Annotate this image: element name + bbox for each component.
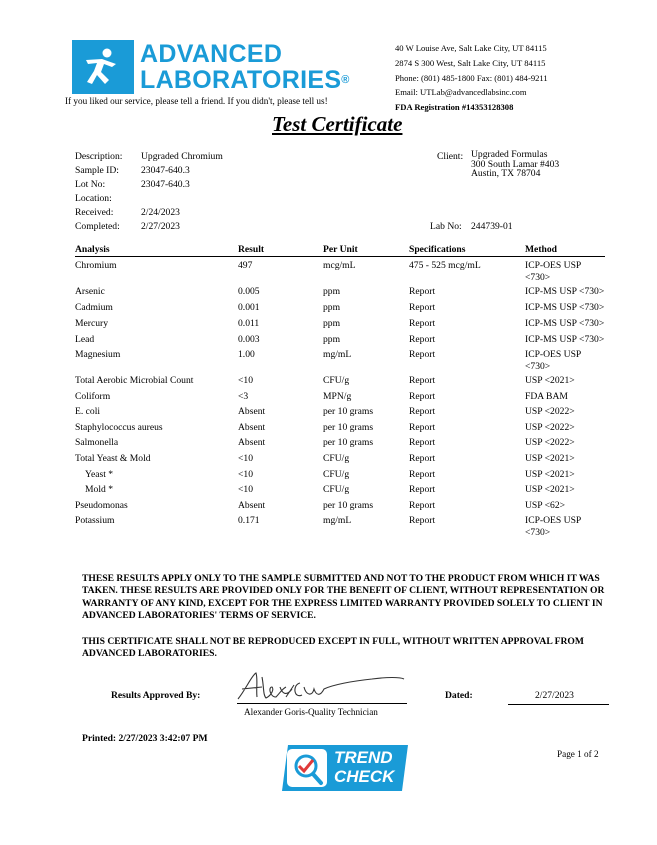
method-cell: USP <2022> <box>525 422 575 433</box>
analysis-cell: Coliform <box>75 391 111 402</box>
result-cell: Absent <box>238 422 266 433</box>
method-cell: USP <2021> <box>525 375 575 386</box>
unit-cell: per 10 grams <box>323 500 374 511</box>
address-line: 2874 S 300 West, Salt Lake City, UT 84115 <box>395 57 546 68</box>
client-address <box>471 150 559 179</box>
spec-cell: 475 - 525 mcg/mL <box>409 260 481 271</box>
completed-value: 2/27/2023 <box>141 221 180 232</box>
method-line-2: <730> <box>525 361 551 372</box>
printed-timestamp: Printed: 2/27/2023 3:42:07 PM <box>82 733 208 744</box>
logo-mark <box>72 40 134 94</box>
unit-cell: ppm <box>323 318 341 329</box>
spec-cell: Report <box>409 334 436 345</box>
result-cell: Absent <box>238 406 266 417</box>
method-cell: USP <2021> <box>525 484 575 495</box>
method-cell: FDA BAM <box>525 391 568 402</box>
unit-cell: mg/mL <box>323 515 352 526</box>
result-cell: <3 <box>238 391 249 402</box>
signature-image <box>232 667 412 705</box>
analysis-cell: Lead <box>75 334 95 345</box>
method-line-1: ICP-OES USP <box>525 349 582 360</box>
logo-line-2: LABORATORIES <box>140 66 342 94</box>
spec-cell: Report <box>409 500 436 511</box>
unit-cell: CFU/g <box>323 453 350 464</box>
spec-cell: Report <box>409 318 436 329</box>
col-header-spec: Specifications <box>409 244 466 255</box>
result-cell: 0.003 <box>238 334 260 345</box>
method-cell <box>525 515 620 539</box>
unit-cell: ppm <box>323 302 341 313</box>
approved-by-label: Results Approved By: <box>111 690 201 701</box>
analysis-cell: Mercury <box>75 318 109 329</box>
analysis-cell: Total Aerobic Microbial Count <box>75 375 194 386</box>
result-cell: 0.005 <box>238 286 260 297</box>
result-cell: 1.00 <box>238 349 255 360</box>
method-line-2: <730> <box>525 527 551 538</box>
lab-address <box>395 41 548 115</box>
spec-cell: Report <box>409 437 436 448</box>
spec-cell: Report <box>409 469 436 480</box>
spec-cell: Report <box>409 484 436 495</box>
spec-cell: Report <box>409 515 436 526</box>
runner-logo-icon <box>72 40 134 94</box>
method-line-1: ICP-OES USP <box>525 260 582 271</box>
header-rule <box>75 256 605 257</box>
spec-cell: Report <box>409 375 436 386</box>
result-cell: 0.171 <box>238 515 260 526</box>
method-cell <box>525 260 620 284</box>
signature-line <box>237 703 407 704</box>
signer-name: Alexander Goris-Quality Technician <box>244 707 378 717</box>
method-line-1: ICP-OES USP <box>525 515 582 526</box>
description-label: Description: <box>75 151 123 162</box>
method-cell: ICP-MS USP <730> <box>525 286 605 297</box>
method-cell: ICP-MS USP <730> <box>525 334 605 345</box>
result-cell: Absent <box>238 437 266 448</box>
email-line: Email: UTLab@advancedlabsinc.com <box>395 87 527 98</box>
spec-cell: Report <box>409 422 436 433</box>
col-header-analysis: Analysis <box>75 244 110 255</box>
completed-label: Completed: <box>75 221 120 232</box>
analysis-cell: Mold * <box>85 484 113 495</box>
lab-no-value: 244739-01 <box>471 221 513 232</box>
spec-cell: Report <box>409 406 436 417</box>
page-title: Test Certificate <box>272 112 403 136</box>
badge-line-1: TREND <box>334 748 393 767</box>
spec-cell: Report <box>409 453 436 464</box>
unit-cell: MPN/g <box>323 391 352 402</box>
col-header-unit: Per Unit <box>323 244 358 255</box>
analysis-cell: Staphylococcus aureus <box>75 422 163 433</box>
col-header-method: Method <box>525 244 557 255</box>
phone-line: Phone: (801) 485-1800 Fax: (801) 484-9211 <box>395 72 548 83</box>
dated-value: 2/27/2023 <box>535 690 574 701</box>
lot-value: 23047-640.3 <box>141 179 190 190</box>
col-header-result: Result <box>238 244 265 255</box>
spec-cell: Report <box>409 302 436 313</box>
result-cell: 497 <box>238 260 253 271</box>
spec-cell: Report <box>409 349 436 360</box>
page-number: Page 1 of 2 <box>557 749 599 759</box>
method-cell: USP <62> <box>525 500 566 511</box>
unit-cell: mcg/mL <box>323 260 356 271</box>
result-cell: <10 <box>238 375 254 386</box>
analysis-cell: Magnesium <box>75 349 121 360</box>
unit-cell: CFU/g <box>323 375 350 386</box>
disclaimer-results: THESE RESULTS APPLY ONLY TO THE SAMPLE SUBMITTED AND NOT TO THE PRODUCT FROM WHICH IT WAS TAKEN. THESE RESULTS ARE PROVIDED ONLY FOR THE BENEFIT OF CLIENT, WITHOUT REPRESENTATION OR WARRANTY OF ANY KIND, EXCEPT FOR THE EXPRESS LIMITED WARRANTY PROVIDED SOLELY TO CLIENT IN ADVANCED LABORATORIES' TERMS OF SERVICE. <box>82 573 605 622</box>
description-value: Upgraded Chromium <box>141 151 223 162</box>
badge-text <box>334 748 394 786</box>
unit-cell: per 10 grams <box>323 406 374 417</box>
badge-line-2: CHECK <box>334 767 395 786</box>
analysis-cell: E. coli <box>75 406 101 417</box>
result-cell: 0.011 <box>238 318 260 329</box>
unit-cell: mg/mL <box>323 349 352 360</box>
address-line: 40 W Louise Ave, Salt Lake City, UT 84115 <box>395 43 547 53</box>
method-cell <box>525 349 620 373</box>
result-cell: 0.001 <box>238 302 260 313</box>
unit-cell: ppm <box>323 286 341 297</box>
dated-label: Dated: <box>445 690 473 701</box>
tagline: If you liked our service, please tell a friend. If you didn't, please tell us! <box>65 96 328 106</box>
sample-info <box>0 150 657 240</box>
sample-id-label: Sample ID: <box>75 165 119 176</box>
result-cell: <10 <box>238 484 254 495</box>
location-label: Location: <box>75 193 112 204</box>
analysis-cell: Total Yeast & Mold <box>75 453 151 464</box>
unit-cell: per 10 grams <box>323 422 374 433</box>
method-line-2: <730> <box>525 272 551 283</box>
method-cell: USP <2021> <box>525 469 575 480</box>
client-city: Austin, TX 78704 <box>471 168 541 179</box>
registered-mark: ® <box>341 74 350 86</box>
unit-cell: ppm <box>323 334 341 345</box>
received-label: Received: <box>75 207 114 218</box>
trend-check-badge <box>282 744 410 792</box>
analysis-cell: Potassium <box>75 515 115 526</box>
method-cell: ICP-MS USP <730> <box>525 302 605 313</box>
method-cell: USP <2022> <box>525 437 575 448</box>
analysis-cell: Yeast * <box>85 469 114 480</box>
result-cell: <10 <box>238 469 254 480</box>
sample-id-value: 23047-640.3 <box>141 165 190 176</box>
unit-cell: per 10 grams <box>323 437 374 448</box>
method-cell: ICP-MS USP <730> <box>525 318 605 329</box>
analysis-cell: Chromium <box>75 260 117 271</box>
lot-label: Lot No: <box>75 179 106 190</box>
client-label: Client: <box>437 151 464 162</box>
analysis-cell: Arsenic <box>75 286 105 297</box>
method-cell: USP <2021> <box>525 453 575 464</box>
analysis-cell: Cadmium <box>75 302 113 313</box>
spec-cell: Report <box>409 391 436 402</box>
disclaimer-reproduction: THIS CERTIFICATE SHALL NOT BE REPRODUCED EXCEPT IN FULL, WITHOUT WRITTEN APPROVAL FROM ADVANCED LABORATORIES. <box>82 636 584 660</box>
unit-cell: CFU/g <box>323 484 350 495</box>
analysis-cell: Salmonella <box>75 437 119 448</box>
analysis-cell: Pseudomonas <box>75 500 128 511</box>
lab-no-label: Lab No: <box>430 221 462 232</box>
method-cell: USP <2022> <box>525 406 575 417</box>
received-value: 2/24/2023 <box>141 207 180 218</box>
fda-registration: FDA Registration #14353128308 <box>395 102 514 113</box>
result-cell: <10 <box>238 453 254 464</box>
client-name: Upgraded Formulas <box>471 149 548 160</box>
company-logo-text <box>140 41 350 93</box>
logo-line-1: ADVANCED <box>140 40 283 68</box>
date-line <box>508 704 609 705</box>
spec-cell: Report <box>409 286 436 297</box>
client-street: 300 South Lamar #403 <box>471 158 560 170</box>
result-cell: Absent <box>238 500 266 511</box>
unit-cell: CFU/g <box>323 469 350 480</box>
